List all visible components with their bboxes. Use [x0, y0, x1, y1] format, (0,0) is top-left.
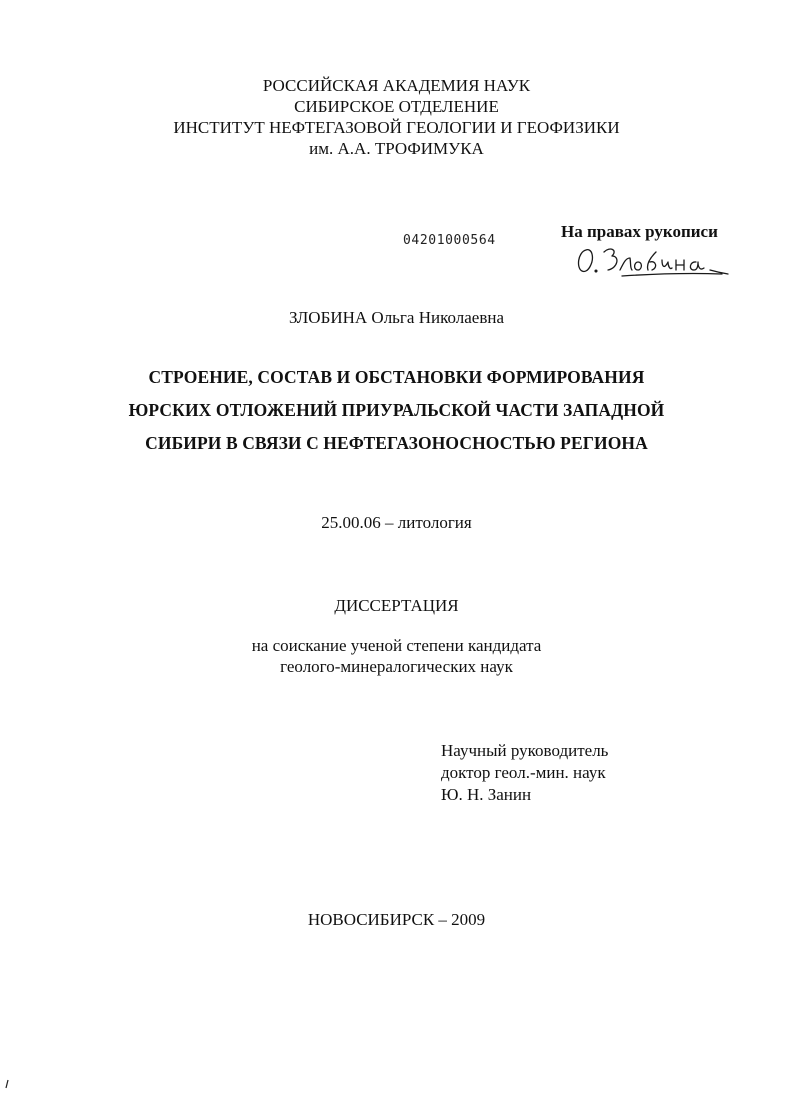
dissertation-title-line-3: СИБИРИ В СВЯЗИ С НЕФТЕГАЗОНОСНОСТЬЮ РЕГИОНА — [145, 433, 648, 453]
supervisor-name: Ю. Н. Занин — [441, 785, 532, 804]
author-name: ЗЛОБИНА Ольга Николаевна — [289, 308, 504, 327]
city-year: НОВОСИБИРСК – 2009 — [307, 910, 486, 929]
academy-name: РОССИЙСКАЯ АКАДЕМИЯ НАУК — [262, 76, 531, 95]
degree-line-2: геолого-минералогических наук — [280, 657, 513, 676]
dissertation-title-line-2: ЮРСКИХ ОТЛОЖЕНИЙ ПРИУРАЛЬСКОЙ ЧАСТИ ЗАПАДНОЙ — [128, 400, 665, 420]
scan-mark-icon — [4, 1078, 10, 1090]
institute-honorific: им. А.А. ТРОФИМУКА — [309, 139, 484, 158]
institute-name: ИНСТИТУТ НЕФТЕГАЗОВОЙ ГЕОЛОГИИ И ГЕОФИЗИКИ — [173, 118, 620, 137]
manuscript-rights: На правах рукописи — [561, 222, 718, 241]
supervisor-role: Научный руководитель — [441, 741, 609, 760]
archive-code: 04201000564 — [403, 233, 496, 248]
dissertation-title-line-1: СТРОЕНИЕ, СОСТАВ И ОБСТАНОВКИ ФОРМИРОВАНИЯ — [148, 367, 645, 387]
author-signature-icon — [572, 240, 732, 292]
specialty-code: 25.00.06 – литология — [321, 513, 472, 532]
supervisor-degree: доктор геол.-мин. наук — [441, 763, 606, 782]
work-type: ДИССЕРТАЦИЯ — [334, 596, 459, 615]
degree-line-1: на соискание ученой степени кандидата — [251, 636, 542, 655]
branch-name: СИБИРСКОЕ ОТДЕЛЕНИЕ — [294, 97, 499, 116]
